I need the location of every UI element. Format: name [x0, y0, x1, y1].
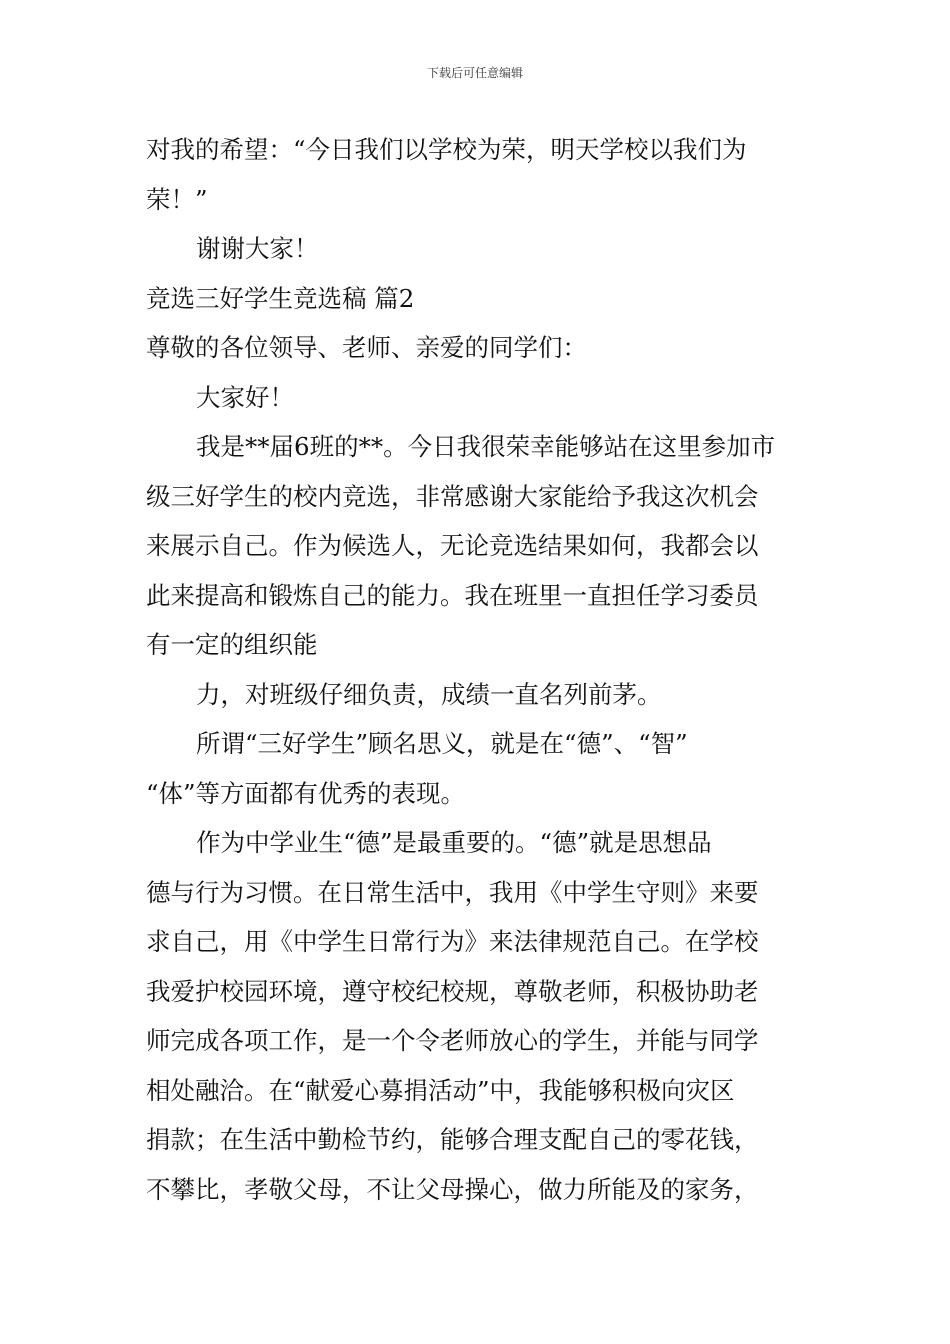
text-line: 谢谢大家！ [196, 234, 319, 263]
text-line: 我是**届6班的**。今日我很荣幸能够站在这里参加市 [196, 432, 776, 461]
text-line: 有一定的组织能 [146, 630, 318, 659]
document-body [146, 125, 816, 1214]
text-line: 德与行为习惯。在日常生活中，我用《中学生守则》来要 [146, 877, 759, 907]
text-line: 力，对班级仔细负责，成绩一直名列前茅。 [196, 679, 662, 709]
text-line: 来展示自己。作为候选人，无论竞选结果如何，我都会以 [146, 531, 759, 560]
text-line: 大家好！ [196, 382, 294, 412]
page-header: 下载后可任意编辑 [426, 66, 523, 80]
text-line: 相处融洽。在“献爱心募捐活动”中，我能够积极向灾区 [146, 1075, 735, 1105]
text-line: 不攀比，孝敬父母，不让父母操心，做力所能及的家务， [146, 1174, 759, 1204]
text-line: 作为中学业生“德”是最重要的。“德”就是思想品 [196, 828, 712, 857]
text-line: 竞选三好学生竞选稿 篇2 [146, 283, 415, 313]
text-line: 此来提高和锻炼自己的能力。我在班里一直担任学习委员 [146, 580, 759, 610]
text-line: 所谓“三好学生”顾名思义，就是在“德”、“智” [196, 729, 688, 758]
text-line: 我爱护校园环境，遵守校纪校规，尊敬老师，积极协助老 [146, 976, 759, 1006]
text-line: 对我的希望：“今日我们以学校为荣，明天学校以我们为 [146, 135, 747, 164]
text-line: 荣！” [146, 184, 208, 214]
text-line: 捐款；在生活中勤检节约，能够合理支配自己的零花钱， [146, 1125, 759, 1154]
text-line: 师完成各项工作，是一个令老师放心的学生，并能与同学 [146, 1026, 759, 1055]
text-line: 求自己，用《中学生日常行为》来法律规范自己。在学校 [146, 927, 759, 956]
text-line: 尊敬的各位领导、老师、亲爱的同学们： [146, 333, 587, 362]
text-line: “体”等方面都有优秀的表现。 [146, 778, 466, 808]
text-line: 级三好学生的校内竞选，非常感谢大家能给予我这次机会 [146, 481, 759, 511]
